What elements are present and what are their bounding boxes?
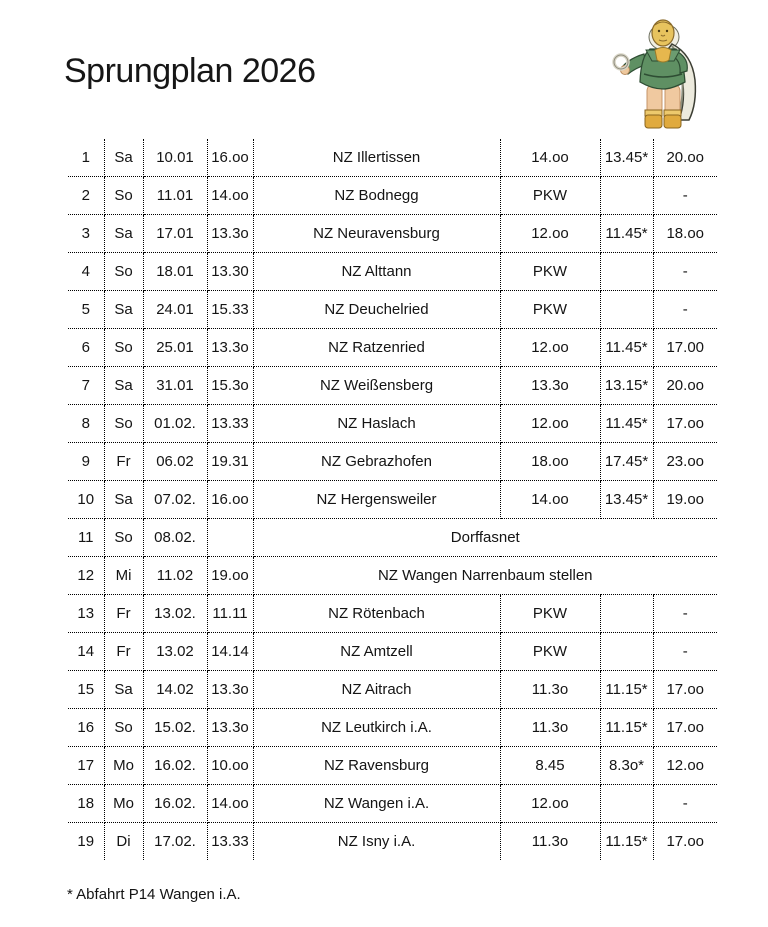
schedule-row [68, 443, 717, 481]
venue-cell: NZ Weißensberg [253, 367, 500, 405]
departure-time-cell: 11.15* [600, 671, 653, 709]
row-number-cell: 18 [68, 785, 104, 823]
schedule-row [68, 367, 717, 405]
day-cell: So [104, 177, 143, 215]
date-cell: 16.02. [143, 747, 207, 785]
venue-cell: NZ Rötenbach [253, 595, 500, 633]
departure-time-cell: 11.15* [600, 709, 653, 747]
row-number-cell: 1 [68, 139, 104, 177]
date-cell: 31.01 [143, 367, 207, 405]
jump-time-cell: 11.11 [207, 595, 253, 633]
date-cell: 24.01 [143, 291, 207, 329]
event-cell: Dorffasnet [253, 519, 717, 557]
start-time-cell: 12.oo [500, 405, 600, 443]
end-time-cell: 20.oo [653, 139, 717, 177]
jump-time-cell: 13.3o [207, 329, 253, 367]
day-cell: Mo [104, 785, 143, 823]
day-cell: Sa [104, 671, 143, 709]
schedule-row [68, 177, 717, 215]
date-cell: 17.01 [143, 215, 207, 253]
schedule-row [68, 557, 717, 595]
departure-time-cell [600, 253, 653, 291]
end-time-cell: 17.00 [653, 329, 717, 367]
jump-time-cell: 16.oo [207, 139, 253, 177]
day-cell: So [104, 709, 143, 747]
end-time-cell: 17.oo [653, 709, 717, 747]
start-time-cell: 11.3o [500, 823, 600, 861]
venue-cell: NZ Alttann [253, 253, 500, 291]
start-time-cell: PKW [500, 291, 600, 329]
jump-time-cell: 13.33 [207, 405, 253, 443]
schedule-row [68, 253, 717, 291]
row-number-cell: 14 [68, 633, 104, 671]
jester-mascot-icon [610, 16, 716, 132]
jump-time-cell: 14.oo [207, 177, 253, 215]
day-cell: Mo [104, 747, 143, 785]
start-time-cell: 12.oo [500, 329, 600, 367]
row-number-cell: 9 [68, 443, 104, 481]
departure-time-cell [600, 785, 653, 823]
schedule-row [68, 139, 717, 177]
day-cell: Fr [104, 595, 143, 633]
day-cell: Sa [104, 367, 143, 405]
departure-time-cell: 11.45* [600, 329, 653, 367]
jump-time-cell: 13.33 [207, 823, 253, 861]
day-cell: Sa [104, 215, 143, 253]
departure-time-cell: 11.45* [600, 405, 653, 443]
departure-time-cell [600, 595, 653, 633]
schedule-row [68, 595, 717, 633]
day-cell: So [104, 329, 143, 367]
start-time-cell: 11.3o [500, 671, 600, 709]
end-time-cell: 18.oo [653, 215, 717, 253]
start-time-cell: PKW [500, 177, 600, 215]
venue-cell: NZ Aitrach [253, 671, 500, 709]
venue-cell: NZ Ravensburg [253, 747, 500, 785]
venue-cell: NZ Leutkirch i.A. [253, 709, 500, 747]
date-cell: 14.02 [143, 671, 207, 709]
page-title: Sprungplan 2026 [64, 52, 316, 90]
row-number-cell: 15 [68, 671, 104, 709]
venue-cell: NZ Bodnegg [253, 177, 500, 215]
row-number-cell: 19 [68, 823, 104, 861]
start-time-cell: 12.oo [500, 785, 600, 823]
end-time-cell: 12.oo [653, 747, 717, 785]
jump-time-cell: 19.oo [207, 557, 253, 595]
schedule-row [68, 215, 717, 253]
date-cell: 01.02. [143, 405, 207, 443]
row-number-cell: 10 [68, 481, 104, 519]
row-number-cell: 5 [68, 291, 104, 329]
day-cell: Fr [104, 443, 143, 481]
schedule-row [68, 709, 717, 747]
row-number-cell: 7 [68, 367, 104, 405]
schedule-table [68, 139, 717, 860]
date-cell: 15.02. [143, 709, 207, 747]
start-time-cell: 8.45 [500, 747, 600, 785]
venue-cell: NZ Gebrazhofen [253, 443, 500, 481]
day-cell: Di [104, 823, 143, 861]
end-time-cell: 17.oo [653, 823, 717, 861]
venue-cell: NZ Neuravensburg [253, 215, 500, 253]
jump-time-cell: 14.14 [207, 633, 253, 671]
jump-time-cell: 15.3o [207, 367, 253, 405]
end-time-cell: - [653, 595, 717, 633]
date-cell: 08.02. [143, 519, 207, 557]
departure-time-cell: 8.3o* [600, 747, 653, 785]
date-cell: 13.02 [143, 633, 207, 671]
row-number-cell: 3 [68, 215, 104, 253]
day-cell: Sa [104, 139, 143, 177]
event-cell: NZ Wangen Narrenbaum stellen [253, 557, 717, 595]
start-time-cell: 14.oo [500, 481, 600, 519]
end-time-cell: 23.oo [653, 443, 717, 481]
jump-time-cell: 10.oo [207, 747, 253, 785]
start-time-cell: PKW [500, 595, 600, 633]
day-cell: So [104, 519, 143, 557]
row-number-cell: 4 [68, 253, 104, 291]
row-number-cell: 13 [68, 595, 104, 633]
start-time-cell: 13.3o [500, 367, 600, 405]
venue-cell: NZ Haslach [253, 405, 500, 443]
schedule-row [68, 671, 717, 709]
schedule-row [68, 329, 717, 367]
jump-time-cell: 15.33 [207, 291, 253, 329]
end-time-cell: 19.oo [653, 481, 717, 519]
jump-time-cell: 13.3o [207, 709, 253, 747]
departure-time-cell: 17.45* [600, 443, 653, 481]
venue-cell: NZ Amtzell [253, 633, 500, 671]
end-time-cell: - [653, 291, 717, 329]
end-time-cell: 17.oo [653, 405, 717, 443]
end-time-cell: - [653, 633, 717, 671]
jump-time-cell [207, 519, 253, 557]
venue-cell: NZ Hergensweiler [253, 481, 500, 519]
schedule-row [68, 405, 717, 443]
jump-time-cell: 13.3o [207, 671, 253, 709]
venue-cell: NZ Deuchelried [253, 291, 500, 329]
end-time-cell: - [653, 253, 717, 291]
jump-time-cell: 19.31 [207, 443, 253, 481]
day-cell: Fr [104, 633, 143, 671]
day-cell: So [104, 253, 143, 291]
date-cell: 18.01 [143, 253, 207, 291]
departure-time-cell: 13.15* [600, 367, 653, 405]
departure-time-cell: 11.45* [600, 215, 653, 253]
row-number-cell: 16 [68, 709, 104, 747]
departure-time-cell [600, 291, 653, 329]
end-time-cell: - [653, 785, 717, 823]
date-cell: 10.01 [143, 139, 207, 177]
jump-time-cell: 16.oo [207, 481, 253, 519]
row-number-cell: 6 [68, 329, 104, 367]
jump-time-cell: 14.oo [207, 785, 253, 823]
schedule-row [68, 519, 717, 557]
schedule-row [68, 481, 717, 519]
row-number-cell: 8 [68, 405, 104, 443]
date-cell: 07.02. [143, 481, 207, 519]
departure-time-cell: 11.15* [600, 823, 653, 861]
day-cell: Mi [104, 557, 143, 595]
venue-cell: NZ Ratzenried [253, 329, 500, 367]
row-number-cell: 12 [68, 557, 104, 595]
departure-footnote: * Abfahrt P14 Wangen i.A. [67, 886, 241, 903]
day-cell: So [104, 405, 143, 443]
start-time-cell: PKW [500, 253, 600, 291]
jump-time-cell: 13.30 [207, 253, 253, 291]
start-time-cell: 14.oo [500, 139, 600, 177]
date-cell: 17.02. [143, 823, 207, 861]
schedule-body [68, 139, 717, 860]
date-cell: 11.01 [143, 177, 207, 215]
start-time-cell: 11.3o [500, 709, 600, 747]
schedule-row [68, 633, 717, 671]
date-cell: 06.02 [143, 443, 207, 481]
end-time-cell: - [653, 177, 717, 215]
venue-cell: NZ Wangen i.A. [253, 785, 500, 823]
schedule-row [68, 823, 717, 861]
start-time-cell: 12.oo [500, 215, 600, 253]
start-time-cell: PKW [500, 633, 600, 671]
date-cell: 16.02. [143, 785, 207, 823]
schedule-row [68, 747, 717, 785]
schedule-row [68, 291, 717, 329]
date-cell: 25.01 [143, 329, 207, 367]
venue-cell: NZ Illertissen [253, 139, 500, 177]
venue-cell: NZ Isny i.A. [253, 823, 500, 861]
date-cell: 11.02 [143, 557, 207, 595]
day-cell: Sa [104, 291, 143, 329]
jump-time-cell: 13.3o [207, 215, 253, 253]
day-cell: Sa [104, 481, 143, 519]
departure-time-cell: 13.45* [600, 139, 653, 177]
row-number-cell: 2 [68, 177, 104, 215]
departure-time-cell: 13.45* [600, 481, 653, 519]
start-time-cell: 18.oo [500, 443, 600, 481]
departure-time-cell [600, 177, 653, 215]
row-number-cell: 11 [68, 519, 104, 557]
schedule-row [68, 785, 717, 823]
date-cell: 13.02. [143, 595, 207, 633]
end-time-cell: 17.oo [653, 671, 717, 709]
end-time-cell: 20.oo [653, 367, 717, 405]
row-number-cell: 17 [68, 747, 104, 785]
departure-time-cell [600, 633, 653, 671]
